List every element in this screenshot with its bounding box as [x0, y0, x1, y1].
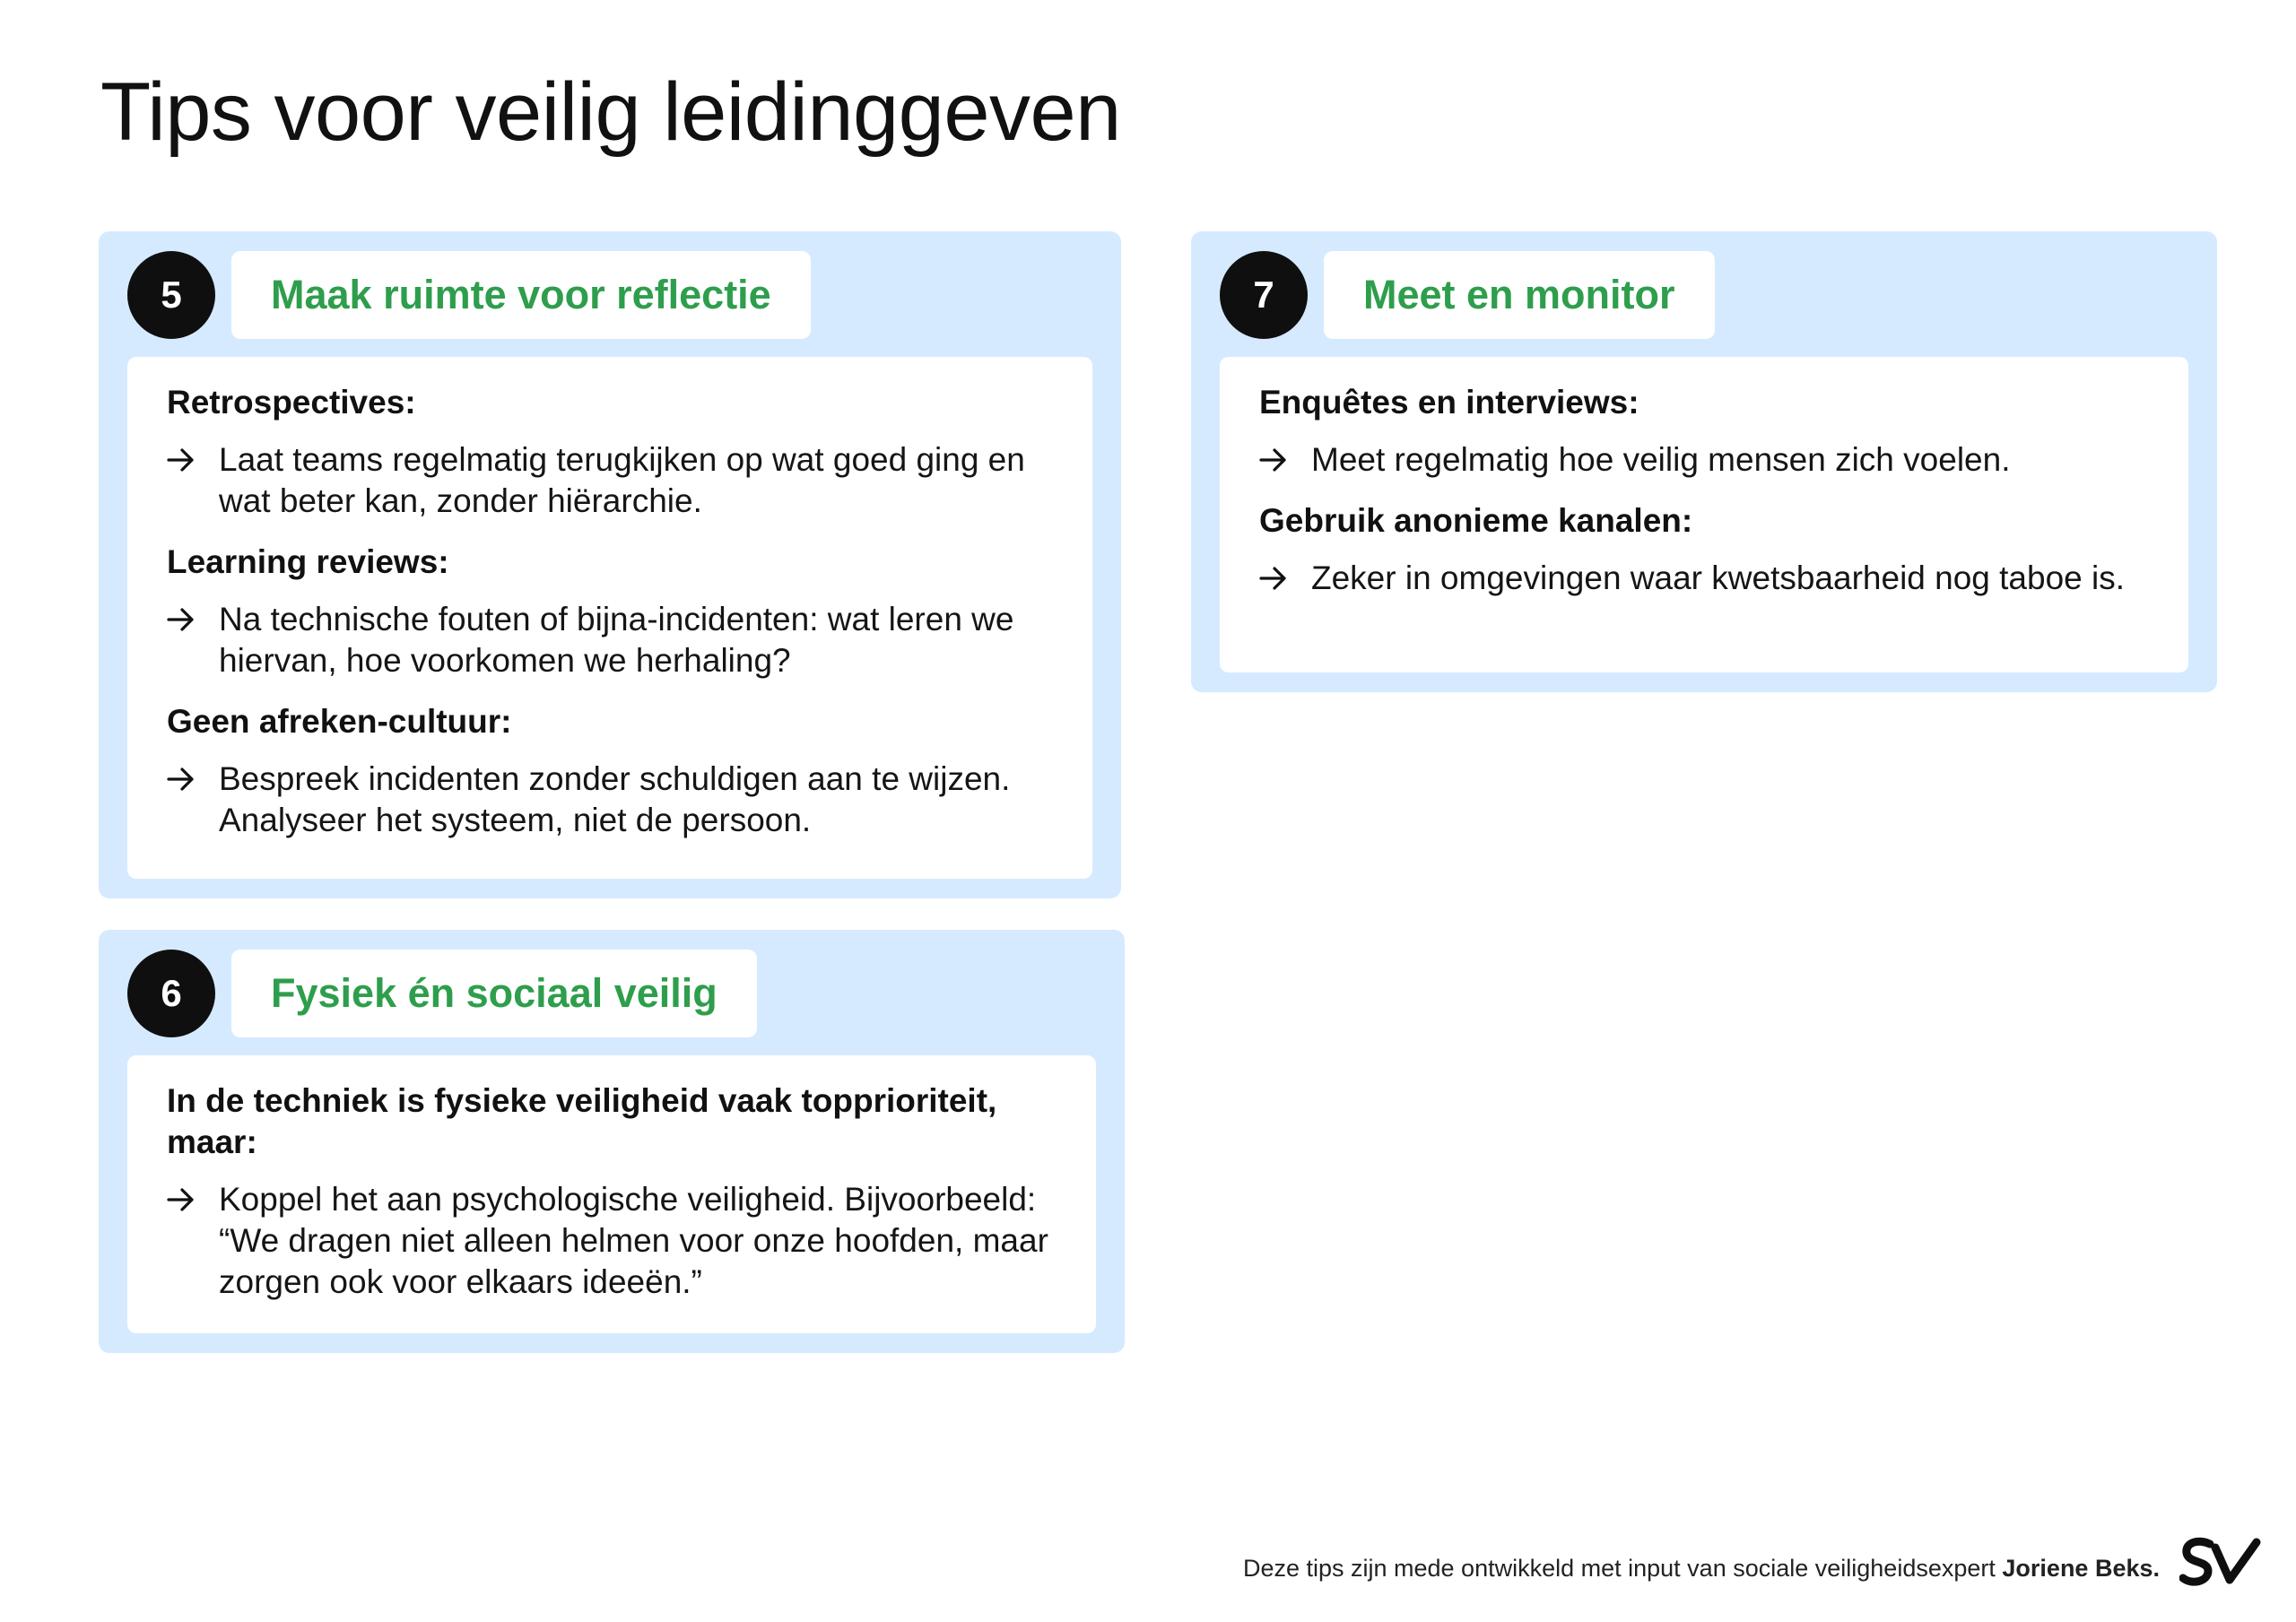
footer-text: Deze tips zijn mede ontwikkeld met input van sociale veiligheidsexpert: [1242, 1555, 1996, 1582]
tip-section: [167, 542, 1053, 681]
bullet-text: Na technische fouten of bijna-incidenten: wat leren we hiervan, hoe voorkomen we herhaling?: [219, 601, 1014, 679]
sv-logo-icon: [2179, 1535, 2262, 1591]
arrow-right-icon: [167, 1179, 219, 1303]
tip-card-header: [127, 950, 757, 1037]
bullet-text: Zeker in omgevingen waar kwetsbaarheid nog taboe is.: [1311, 559, 2126, 596]
bullet-text: Meet regelmatig hoe veilig mensen zich voelen.: [1311, 441, 2011, 478]
bullet-item: [167, 1179, 1057, 1303]
tip-card-6: [99, 930, 1125, 1353]
tip-card-header: [127, 251, 811, 339]
tip-section: [1259, 500, 2149, 599]
section-heading: Enquêtes en interviews:: [1259, 384, 1639, 421]
arrow-right-icon: [167, 439, 219, 522]
tip-section: [167, 382, 1053, 522]
page-title: Tips voor veilig leidinggeven: [100, 66, 1121, 158]
tip-card-title: Maak ruimte voor reflectie: [231, 251, 811, 339]
section-heading: Geen afreken-cultuur:: [167, 703, 512, 740]
bullet-text: Bespreek incidenten zonder schuldigen aan te wijzen. Analyseer het systeem, niet de persoon.: [219, 760, 1011, 838]
bullet-text: Koppel het aan psychologische veiligheid. Bijvoorbeeld: “We dragen niet alleen helmen voor onze hoofden, maar zorgen ook voor elkaars ideeën.”: [219, 1181, 1048, 1300]
bullet-text: Laat teams regelmatig terugkijken op wat goed ging en wat beter kan, zonder hiërarchie.: [219, 441, 1025, 519]
section-heading: Gebruik anonieme kanalen:: [1259, 502, 1693, 539]
tip-section: [1259, 382, 2149, 481]
tip-card-7: [1191, 231, 2217, 692]
section-heading: Learning reviews:: [167, 543, 449, 580]
footer-credit: [1243, 1555, 2160, 1583]
arrow-right-icon: [1259, 558, 1311, 599]
number-badge: 7: [1220, 251, 1308, 339]
tip-section: [167, 1080, 1057, 1303]
bullet-item: [1259, 439, 2149, 481]
section-heading: In de techniek is fysieke veiligheid vaak topprioriteit, maar:: [167, 1082, 997, 1160]
bullet-item: [167, 439, 1053, 522]
bullet-item: [167, 599, 1053, 681]
tip-card-5: [99, 231, 1121, 898]
arrow-right-icon: [167, 599, 219, 681]
arrow-right-icon: [1259, 439, 1311, 481]
section-heading: Retrospectives:: [167, 384, 416, 421]
tip-card-header: [1220, 251, 1715, 339]
tip-card-title: Fysiek én sociaal veilig: [231, 950, 757, 1037]
arrow-right-icon: [167, 759, 219, 841]
tip-card-body: [127, 357, 1092, 879]
bullet-item: [167, 759, 1053, 841]
tip-card-body: [1220, 357, 2188, 672]
number-badge: 6: [127, 950, 215, 1037]
number-badge: 5: [127, 251, 215, 339]
bullet-item: [1259, 558, 2149, 599]
footer-author: Joriene Beks.: [2002, 1555, 2160, 1582]
tip-card-body: [127, 1055, 1096, 1333]
tip-section: [167, 701, 1053, 841]
tip-card-title: Meet en monitor: [1324, 251, 1715, 339]
